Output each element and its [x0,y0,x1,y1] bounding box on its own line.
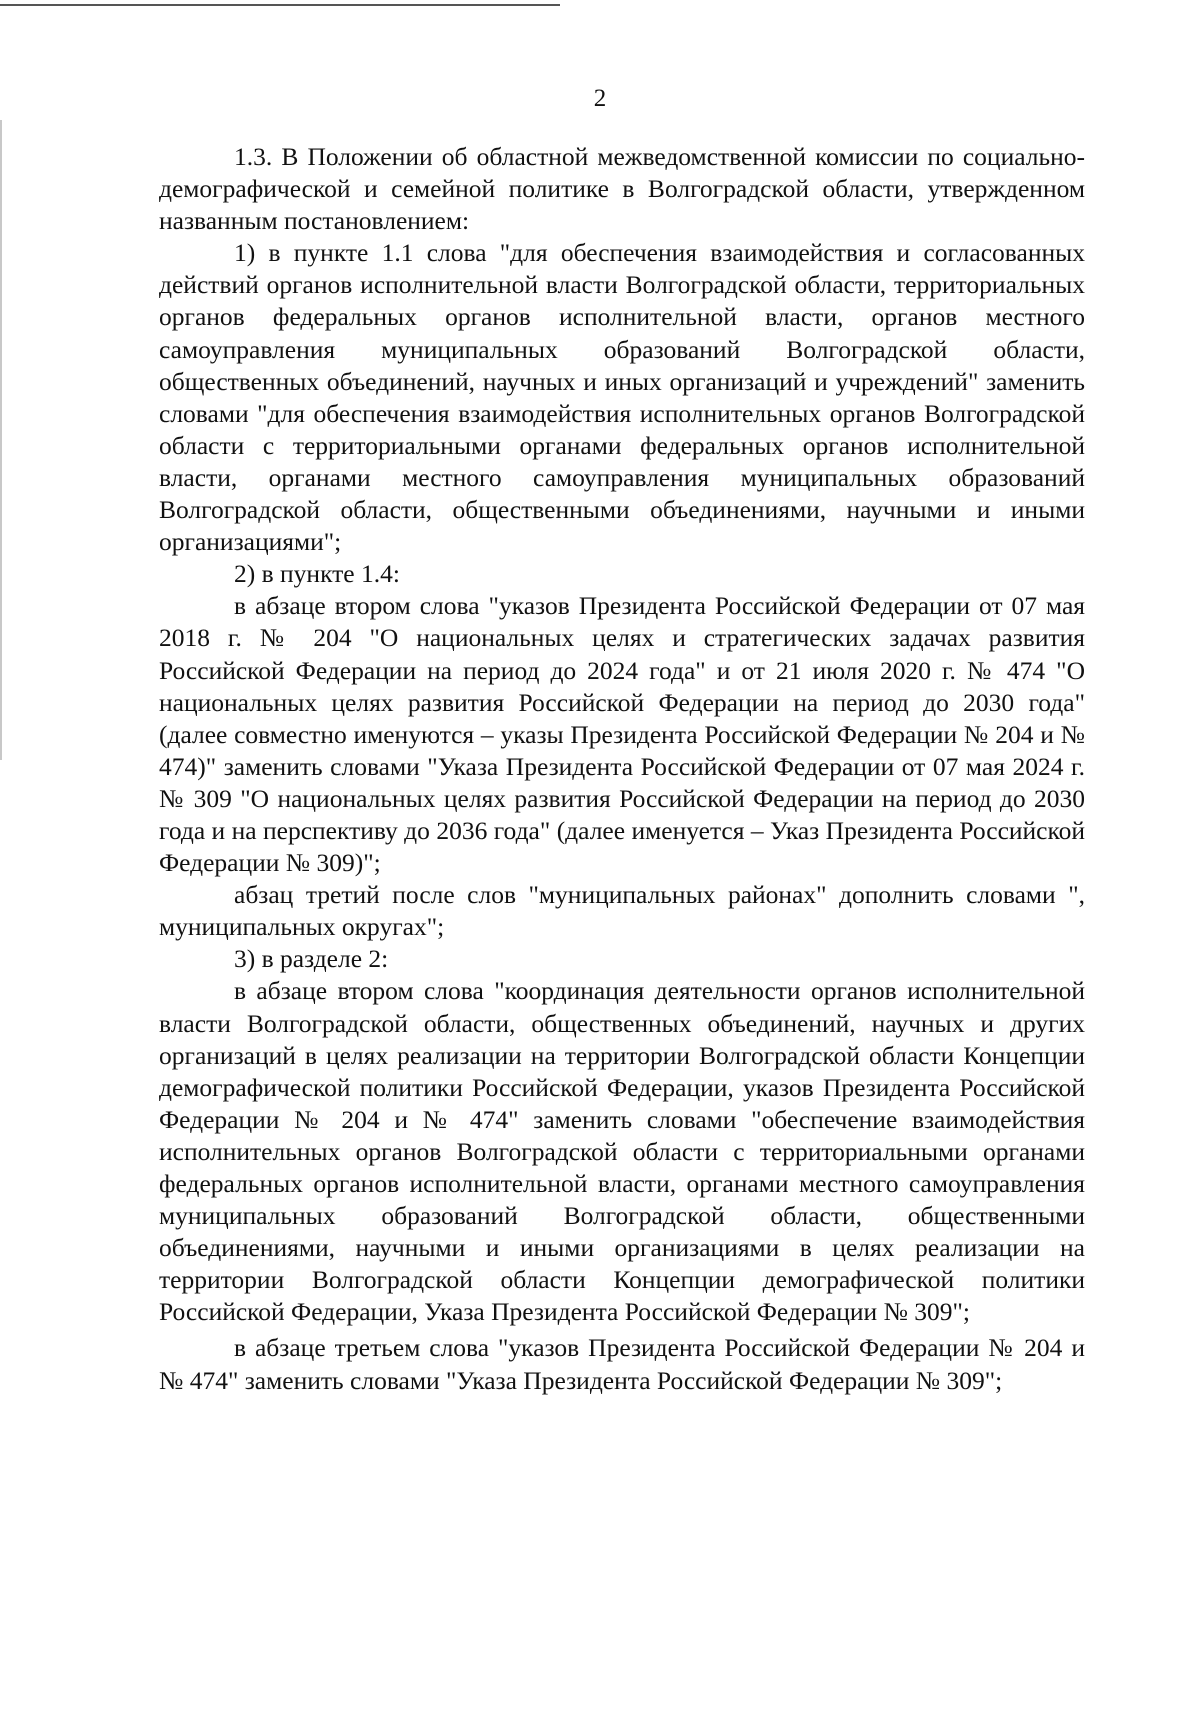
scan-edge-line [0,4,560,6]
paragraph-item-1-point-1-1: 1) в пункте 1.1 слова "для обеспечения взаимодействия и согласованных действий органов исполнительной власти Волгоградской области, территориальных органов федеральных органов исполнительной власти, органов местного самоуправления муниципальных образований Волгоградской области, общественных объединений, научных и иных организаций и учреждений" заменить словами "для обеспечения взаимодействия исполнительных органов Волгоградской области с территориальными органами федеральных органов исполнительной власти, органами местного самоуправления муниципальных образований Волгоградской области, общественными объединениями, научными и иными организациями"; [159,238,1085,557]
document-body [159,141,1085,1397]
paragraph-1-3-intro: 1.3. В Положении об областной межведомственной комиссии по социально-демографической и семейной политике в Волгоградской области, утвержденном названным постановлением: [159,142,1085,236]
paragraph-item-2-heading: 2) в пункте 1.4: [234,559,400,589]
page-number: 2 [593,85,607,112]
paragraph-item-3-heading: 3) в разделе 2: [234,944,389,974]
paragraph-item-3-third-abzac: в абзаце третьем слова "указов Президента Российской Федерации № 204 и № 474" заменить словами "Указа Президента Российской Федерации № 309"; [159,1333,1085,1395]
paragraph-item-3-second-abzac: в абзаце втором слова "координация деятельности органов исполнительной власти Волгоградской области, общественных объединений, научных и других организаций в целях реализации на территории Волгоградской области Концепции демографической политики Российской Федерации, указов Президента Российской Федерации № 204 и № 474" заменить словами "обеспечение взаимодействия исполнительных органов Волгоградской области с территориальными органами федеральных органов исполнительной власти, органами местного самоуправления муниципальных образований Волгоградской области, общественными объединениями, научными и иными организациями в целях реализации на территории Волгоградской области Концепции демографической политики Российской Федерации, Указа Президента Российской Федерации № 309"; [159,976,1085,1327]
paragraph-item-2-third-abzac: абзац третий после слов "муниципальных районах" дополнить словами ", муниципальных округах"; [159,880,1085,942]
scan-margin-shadow [0,120,2,760]
paragraph-item-2-second-abzac: в абзаце втором слова "указов Президента Российской Федерации от 07 мая 2018 г. № 204 "О национальных целях и стратегических задачах развития Российской Федерации на период до 2024 года" и от 21 июля 2020 г. № 474 "О национальных целях развития Российской Федерации на период до 2030 года" (далее совместно именуются – указы Президента Российской Федерации № 204 и № 474)" заменить словами "Указа Президента Российской Федерации от 07 мая 2024 г. № 309 "О национальных целях развития Российской Федерации на период до 2030 года и на перспективу до 2036 года" (далее именуется – Указ Президента Российской Федерации № 309)"; [159,591,1085,878]
